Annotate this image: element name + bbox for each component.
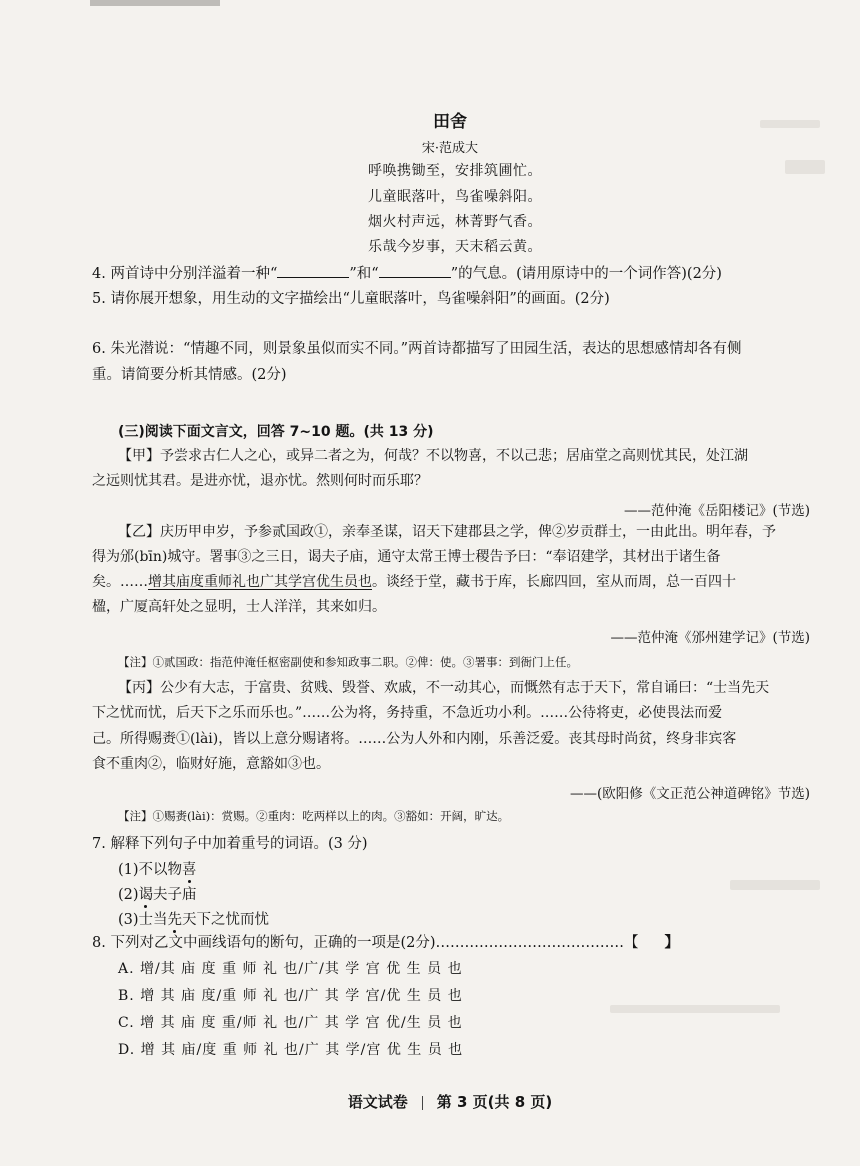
option-a[interactable]: A. 增/其 庙 度 重 师 礼 也/广/其 学 宫 优 生 员 也	[118, 961, 463, 977]
question-8	[92, 934, 679, 952]
bleed-through-mark	[730, 880, 820, 890]
question-7-item-1-text: (1)不以物	[118, 862, 183, 878]
question-7-item-2-text: 夫子庙	[153, 887, 197, 903]
poem-line: 呼唤携锄至，安排筑圃忙。	[368, 163, 542, 179]
question-4-middle: ”和“	[349, 266, 379, 282]
passage-jia-source: ——范仲淹《岳阳楼记》(节选)	[623, 503, 810, 519]
passage-yi-line: 得为邠(bīn)城守。署事③之三日，谒夫子庙，通守太常王博士稷告予曰：“奉诏建学，其材出于诸生备	[92, 549, 721, 565]
emphasized-word: 喜	[182, 862, 197, 878]
passage-yi-note: 【注】①贰国政：指范仲淹任枢密副使和参知政事二职。②俾：使。③署事：到衙门上任。	[118, 655, 578, 669]
passage-yi-line	[92, 574, 736, 591]
answer-blank-2[interactable]	[379, 265, 451, 278]
option-c[interactable]: C. 增 其 庙 度 重/师 礼 也/广 其 学 宫 优/生 员 也	[118, 1015, 463, 1031]
option-b[interactable]: B. 增 其 庙 度/重 师 礼 也/广 其 学 宫/优 生 员 也	[118, 988, 463, 1004]
passage-bing-line: 己。所得赐赉①(lài)，皆以上意分赐诸将。……公为人外和内刚，乐善泛爱。丧其母时尚贫，终身非宾客	[92, 731, 737, 747]
question-7-item-2-text: (2)	[118, 887, 139, 903]
passage-yi-text: 矣。……	[92, 574, 148, 590]
bleed-through-mark	[610, 1005, 780, 1013]
answer-blank-1[interactable]	[277, 265, 349, 278]
poem-author: 宋·范成大	[421, 141, 479, 156]
question-4	[92, 265, 722, 283]
poem-title: 田舍	[433, 112, 467, 132]
emphasized-word: 谒	[138, 887, 154, 903]
question-7-item-3-text: 天下之忧而忧	[182, 912, 270, 928]
footer-divider	[422, 1096, 423, 1110]
footer-subject: 语文试卷	[347, 1093, 408, 1111]
question-5: 5. 请你展开想象，用生动的文字描绘出“儿童眠落叶，鸟雀噪斜阳”的画面。(2分)	[92, 291, 610, 307]
question-7: 7. 解释下列句子中加着重号的词语。(3 分)	[92, 836, 368, 852]
passage-yi-line: 楹，广厦高轩处之显明，士人洋洋，其来如归。	[92, 599, 386, 615]
passage-bing-source: ——(欧阳修《文正范公神道碑铭》节选)	[569, 786, 810, 802]
passage-bing-line: 【丙】公少有大志，于富贵、贫贱、毁誉、欢戚，不一动其心，而慨然有志于天下，常自诵曰：“士当先天	[118, 680, 770, 696]
question-4-prefix: 4. 两首诗中分别洋溢着一种“	[92, 266, 278, 282]
page-footer	[0, 1091, 860, 1112]
section-3-heading: (三)阅读下面文言文，回答 7~10 题。(共 13 分)	[118, 424, 434, 440]
answer-bracket-close: 】	[664, 934, 679, 951]
passage-yi-text: 。谈经于堂，藏书于库，长廊四回，室从而周，总一百四十	[372, 574, 736, 590]
question-7-item-1	[118, 862, 197, 879]
question-7-item-3-text: (3)士当	[118, 912, 168, 928]
question-7-item-3	[118, 912, 269, 929]
poem-line: 烟火村声远，林菁野气香。	[368, 214, 542, 230]
poem-line: 儿童眠落叶，鸟雀噪斜阳。	[368, 189, 542, 205]
question-7-item-2	[118, 887, 197, 904]
footer-page-number: 第 3 页(共 8 页)	[436, 1093, 553, 1111]
passage-bing-note: 【注】①赐赉(lài)：赏赐。②重肉：吃两样以上的肉。③豁如：开阔，旷达。	[118, 809, 510, 823]
bleed-through-mark	[785, 160, 825, 174]
passage-jia-line: 之远则忧其君。是进亦忧，退亦忧。然则何时而乐耶？	[92, 473, 428, 489]
option-d[interactable]: D. 增 其 庙/度 重 师 礼 也/广 其 学/宫 优 生 员 也	[118, 1042, 464, 1058]
passage-yi-source: ——范仲淹《邠州建学记》(节选)	[610, 630, 810, 646]
question-6-line: 6. 朱光潜说：“情趣不同，则景象虽似而实不同。”两首诗都描写了田园生活，表达的思想感情却各有侧	[92, 341, 742, 357]
passage-yi-line: 【乙】庆历甲申岁，予参贰国政①，亲奉圣谋，诏天下建郡县之学，俾②岁贡群士，一由此出。明年春，予	[118, 524, 776, 540]
emphasized-word: 先	[167, 912, 183, 928]
scan-artifact	[90, 0, 220, 6]
passage-bing-line: 食不重肉②，临财好施，意豁如③也。	[92, 756, 330, 772]
poem-line: 乐哉今岁事，天末稻云黄。	[368, 239, 542, 255]
passage-bing-line: 下之忧而忧，后天下之乐而乐也。”……公为将，务持重，不急近功小利。……公待将吏，必使畏法而爱	[92, 705, 723, 721]
underlined-sentence: 增其庙度重师礼也广其学宫优生员也	[148, 574, 372, 590]
question-8-text: 8. 下列对乙文中画线语句的断句，正确的一项是(2分)…………………………………【	[92, 935, 639, 951]
question-6-line: 重。请简要分析其情感。(2分)	[92, 367, 287, 383]
passage-jia-line: 【甲】予尝求古仁人之心，或异二者之为，何哉？不以物喜，不以己悲；居庙堂之高则忧其民，处江湖	[118, 448, 748, 464]
question-4-suffix: ”的气息。(请用原诗中的一个词作答)(2分)	[450, 266, 722, 282]
